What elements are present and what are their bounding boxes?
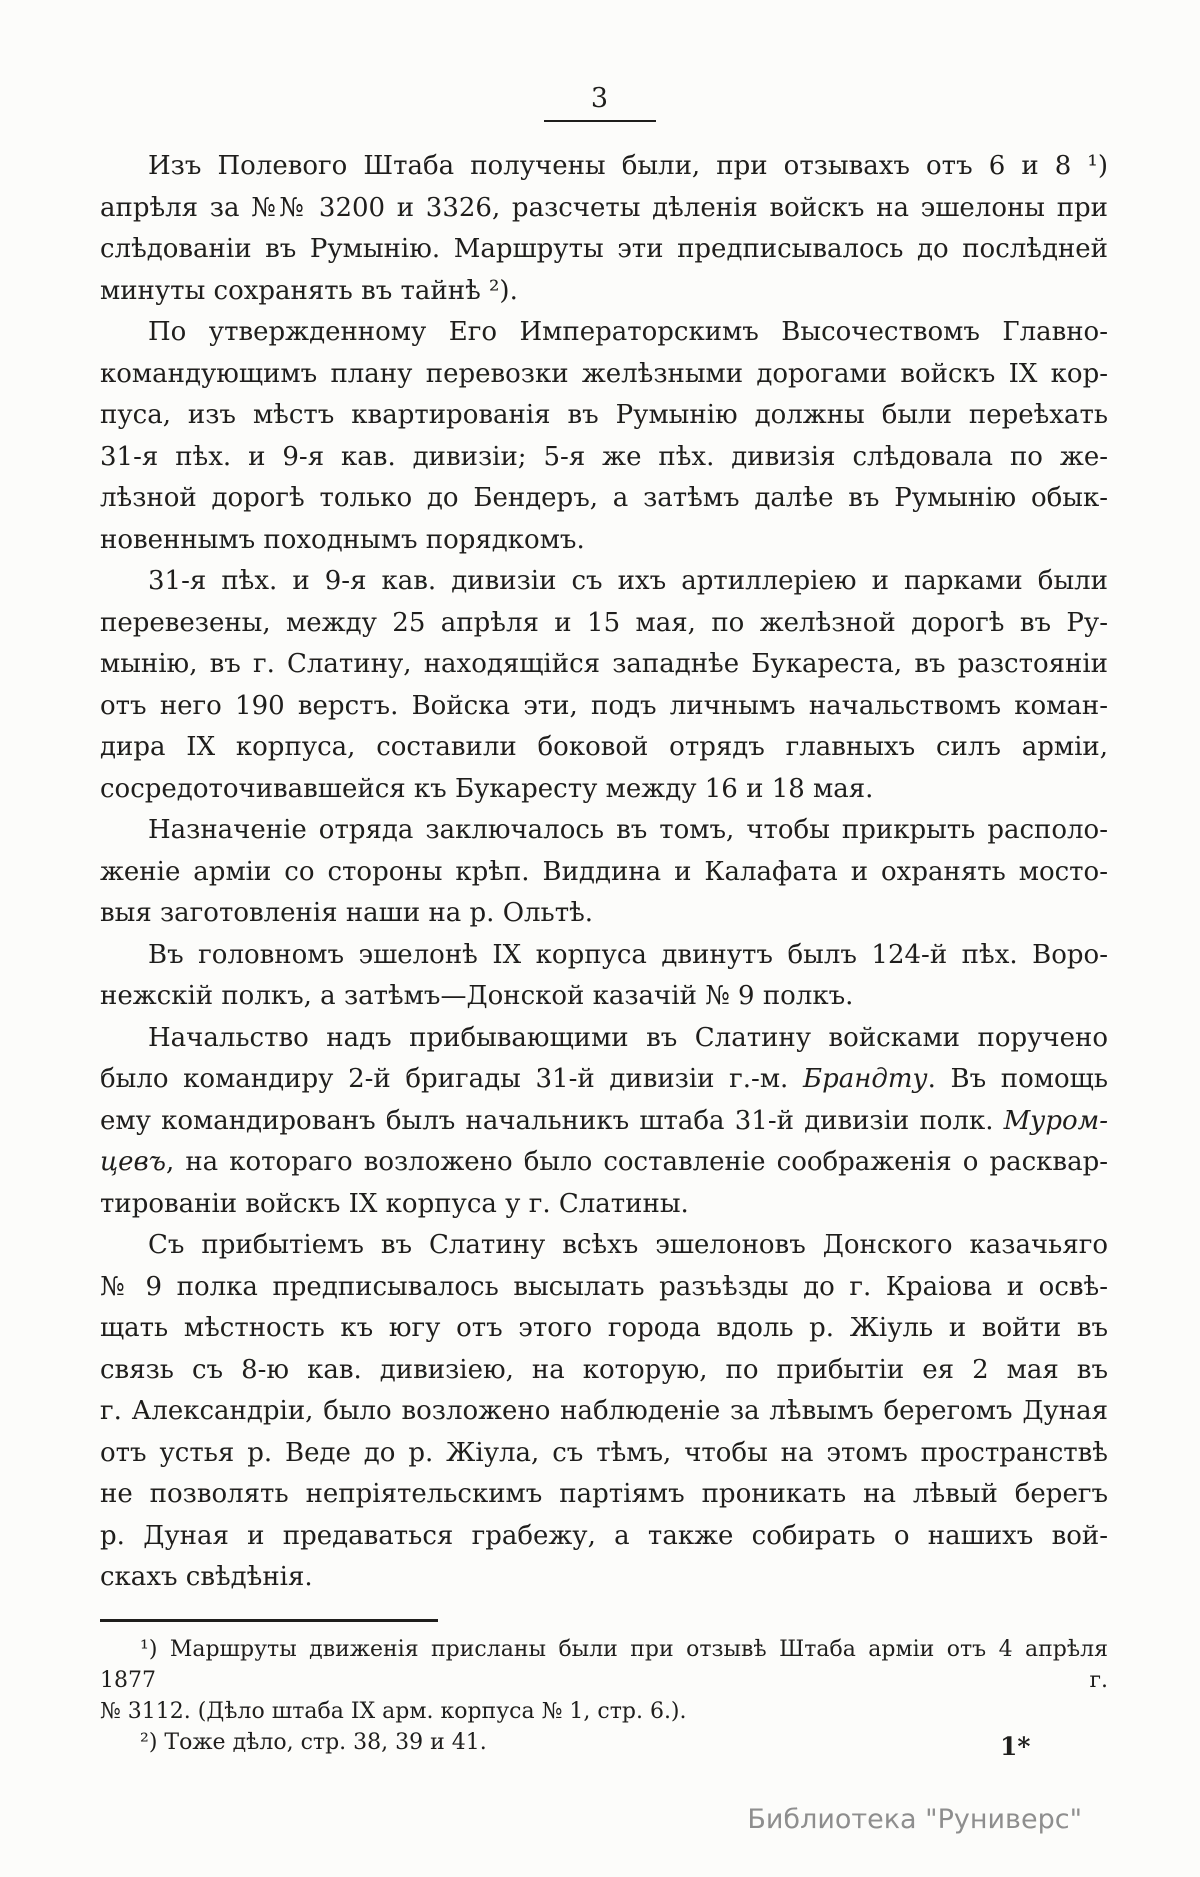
text-line: лѣзной дорогѣ только до Бендеръ, а затѣмъ далѣе въ Румынію обык- <box>100 483 1108 513</box>
footnote <box>100 1727 1108 1758</box>
text-line: скахъ свѣдѣнія. <box>100 1562 313 1592</box>
text-line: командующимъ плану перевозки желѣзными дорогами войскъ IX кор- <box>100 358 1108 389</box>
text-line: ²) Тоже дѣло, стр. 38, 39 и 41. <box>140 1729 487 1755</box>
paragraph <box>100 1018 1108 1226</box>
paragraph <box>100 312 1108 561</box>
text-line: женіе арміи со стороны крѣп. Виддина и Калафата и охранять мосто- <box>100 856 1108 887</box>
text-line: выя заготовленія наши на р. Ольтѣ. <box>100 898 594 928</box>
text-line: мынію, въ г. Слатину, находящійся западнѣе Букареста, въ разстояніи <box>100 649 1108 679</box>
text-line: 31-я пѣх. и 9-я кав. дивизіи; 5-я же пѣх. дивизія слѣдовала по же- <box>100 441 1108 472</box>
text-line: слѣдованіи въ Румынію. Маршруты эти предписывалось до послѣдней <box>100 234 1108 264</box>
text-line: Съ прибытіемъ въ Слатину всѣхъ эшелоновъ Донского казачьяго <box>148 1230 1108 1260</box>
paragraph <box>100 561 1108 810</box>
page-header <box>0 0 1200 122</box>
paragraph <box>100 935 1108 1018</box>
signature-mark: 1* <box>1000 1732 1031 1761</box>
footnotes-block <box>100 1634 1108 1758</box>
text-line: ему командированъ былъ начальникъ штаба 31-й дивизіи полк. Муром- <box>100 1105 1108 1136</box>
text-line: новеннымъ походнымъ порядкомъ. <box>100 524 585 555</box>
text-line: ¹) Маршруты движенія присланы были при отзывѣ Штаба арміи отъ 4 апрѣля 1877 г. <box>100 1636 1108 1693</box>
text-line: Изъ Полевого Штаба получены были, при отзывахъ отъ 6 и 8 ¹) <box>148 151 1108 181</box>
text-line: нежскій полкъ, а затѣмъ—Донской казачій № 9 полкъ. <box>100 981 854 1011</box>
text-line: минуты сохранять въ тайнѣ ²). <box>100 275 518 306</box>
text-line: пуса, изъ мѣстъ квартированія въ Румынію должны были переѣхать <box>100 400 1108 430</box>
text-line: отъ устья р. Веде до р. Жіула, съ тѣмъ, чтобы на этомъ пространствѣ <box>100 1437 1108 1468</box>
text-line: Въ головномъ эшелонѣ IX корпуса двинутъ былъ 124-й пѣх. Воро- <box>148 939 1108 970</box>
text-line: р. Дуная и предаваться грабежу, а также собирать о нашихъ вой- <box>100 1520 1108 1551</box>
text-line: 31-я пѣх. и 9-я кав. дивизіи съ ихъ артиллеріею и парками были <box>148 566 1108 596</box>
text-line: № 9 полка предписывалось высылать разъѣзды до г. Краіова и освѣ- <box>100 1271 1108 1302</box>
text-line: было командиру 2-й бригады 31-й дивизіи г.-м. Брандту. Въ помощь <box>100 1064 1108 1094</box>
paragraph <box>100 810 1108 935</box>
text-line: цевъ, на котораго возложено было составленіе соображенія о расквар- <box>100 1147 1108 1177</box>
footnote-rule <box>100 1619 438 1622</box>
text-line: не позволять непріятельскимъ партіямъ проникать на лѣвый берегъ <box>100 1479 1108 1509</box>
text-line: г. Александріи, было возложено наблюденіе за лѣвымъ берегомъ Дуная <box>100 1396 1108 1426</box>
text-line: тированіи войскъ IX корпуса у г. Слатины. <box>100 1188 689 1219</box>
text-line: связь съ 8-ю кав. дивизіею, на которую, по прибытіи ея 2 мая въ <box>100 1354 1108 1385</box>
paragraph <box>100 146 1108 312</box>
text-line: сосредоточивавшейся къ Букаресту между 16 и 18 мая. <box>100 773 874 804</box>
paragraph <box>100 1225 1108 1599</box>
text-block <box>100 146 1108 1599</box>
footnote <box>100 1634 1108 1727</box>
text-line: № 3112. (Дѣло штаба IX арм. корпуса № 1, стр. 6.). <box>100 1698 687 1724</box>
page-number-rule <box>544 120 656 122</box>
text-line: дира IX корпуса, составили боковой отрядъ главныхъ силъ арміи, <box>100 732 1108 762</box>
text-line: По утвержденному Его Императорскимъ Высочествомъ Главно- <box>148 317 1108 347</box>
text-line: Назначеніе отряда заключалось въ томъ, чтобы прикрыть располо- <box>148 815 1108 845</box>
text-line: Начальство надъ прибывающими въ Слатину войсками поручено <box>148 1022 1108 1053</box>
text-line: перевезены, между 25 апрѣля и 15 мая, по желѣзной дорогѣ въ Ру- <box>100 607 1108 638</box>
library-watermark: Библиотека "Руниверс" <box>747 1804 1082 1835</box>
text-line: щать мѣстность къ югу отъ этого города вдоль р. Жіуль и войти въ <box>100 1313 1108 1343</box>
page-number: 3 <box>590 83 610 114</box>
text-line: апрѣля за №№ 3200 и 3326, разсчеты дѣленія войскъ на эшелоны при <box>100 192 1108 223</box>
text-line: отъ него 190 верстъ. Войска эти, подъ личнымъ начальствомъ коман- <box>100 690 1108 721</box>
